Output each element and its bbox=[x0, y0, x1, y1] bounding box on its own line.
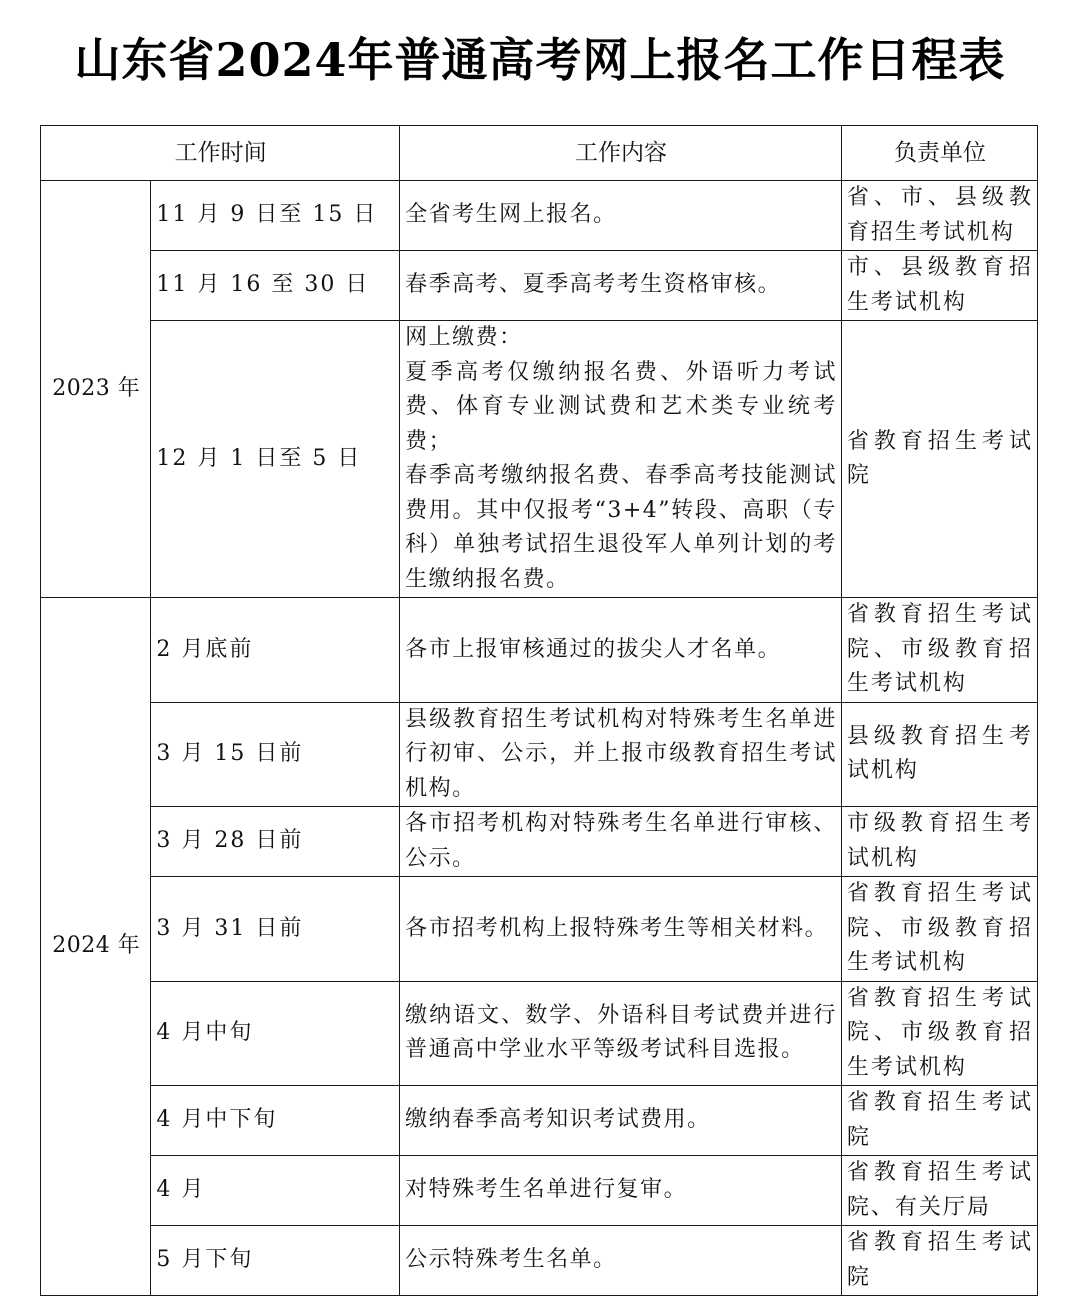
content-paragraph: 各市招考机构上报特殊考生等相关材料。 bbox=[405, 915, 829, 941]
responsible-unit-cell: 省教育招生考试院、市级教育招生考试机构 bbox=[841, 598, 1037, 703]
responsible-unit-cell: 省教育招生考试院、有关厅局 bbox=[841, 1156, 1037, 1226]
date-cell: 12 月 1 日至 5 日 bbox=[151, 321, 400, 598]
date-cell: 2 月底前 bbox=[151, 598, 400, 703]
content-paragraph: 网上缴费： bbox=[405, 325, 523, 350]
responsible-unit-cell: 市级教育招生考试机构 bbox=[841, 807, 1037, 877]
table-row bbox=[41, 1086, 1038, 1156]
table-row bbox=[41, 981, 1038, 1086]
schedule-table bbox=[40, 125, 1038, 1296]
content-cell bbox=[400, 877, 842, 982]
content-paragraph: 春季高考、夏季高考考生资格审核。 bbox=[405, 272, 782, 298]
date-cell: 11 月 9 日至 15 日 bbox=[151, 181, 400, 251]
table-row bbox=[41, 877, 1038, 982]
table-row bbox=[41, 1156, 1038, 1226]
date-cell: 3 月 28 日前 bbox=[151, 807, 400, 877]
content-paragraph: 公示特殊考生名单。 bbox=[405, 1247, 617, 1273]
responsible-unit-cell: 县级教育招生考试机构 bbox=[841, 702, 1037, 807]
responsible-unit-cell: 省教育招生考试院 bbox=[841, 321, 1037, 598]
date-cell: 5 月下旬 bbox=[151, 1226, 400, 1296]
table-row bbox=[41, 807, 1038, 877]
content-cell bbox=[400, 598, 842, 703]
content-paragraph: 对特殊考生名单进行复审。 bbox=[405, 1177, 688, 1203]
table-row bbox=[41, 1226, 1038, 1296]
content-cell bbox=[400, 251, 842, 321]
table-row bbox=[41, 251, 1038, 321]
content-paragraph: 缴纳春季高考知识考试费用。 bbox=[405, 1107, 711, 1133]
date-cell: 4 月 bbox=[151, 1156, 400, 1226]
content-cell bbox=[400, 321, 842, 598]
content-paragraph: 县级教育招生考试机构对特殊考生名单进行初审、公示，并上报市级教育招生考试机构。 bbox=[405, 706, 837, 801]
date-cell: 4 月中下旬 bbox=[151, 1086, 400, 1156]
content-cell bbox=[400, 181, 842, 251]
responsible-unit-cell: 省教育招生考试院、市级教育招生考试机构 bbox=[841, 877, 1037, 982]
year-cell: 2023 年 bbox=[41, 181, 151, 598]
date-cell: 4 月中旬 bbox=[151, 981, 400, 1086]
content-paragraph: 夏季高考仅缴纳报名费、外语听力考试费、体育专业测试费和艺术类专业统考费； bbox=[405, 359, 837, 454]
content-cell bbox=[400, 1086, 842, 1156]
content-cell bbox=[400, 1156, 842, 1226]
year-cell: 2024 年 bbox=[41, 598, 151, 1296]
table-row bbox=[41, 321, 1038, 598]
content-paragraph: 春季高考缴纳报名费、春季高考技能测试费用。其中仅报考“3+4”转段、高职（专科）单独考试招生退役军人单列计划的考生缴纳报名费。 bbox=[405, 463, 837, 592]
content-paragraph: 缴纳语文、数学、外语科目考试费并进行普通高中学业水平等级考试科目选报。 bbox=[405, 1002, 837, 1063]
content-cell bbox=[400, 807, 842, 877]
responsible-unit-cell: 市、县级教育招生考试机构 bbox=[841, 251, 1037, 321]
content-cell bbox=[400, 981, 842, 1086]
responsible-unit-cell: 省教育招生考试院、市级教育招生考试机构 bbox=[841, 981, 1037, 1086]
date-cell: 11 月 16 至 30 日 bbox=[151, 251, 400, 321]
page-title: 山东省2024年普通高考网上报名工作日程表 bbox=[74, 33, 1006, 87]
table-row bbox=[41, 181, 1038, 251]
content-paragraph: 全省考生网上报名。 bbox=[405, 202, 617, 228]
content-paragraph: 各市上报审核通过的拔尖人才名单。 bbox=[405, 636, 782, 662]
responsible-unit-cell: 省教育招生考试院 bbox=[841, 1226, 1037, 1296]
table-row bbox=[41, 598, 1038, 703]
header-work-time: 工作时间 bbox=[41, 126, 400, 181]
date-cell: 3 月 31 日前 bbox=[151, 877, 400, 982]
responsible-unit-cell: 省、市、县级教育招生考试机构 bbox=[841, 181, 1037, 251]
content-cell bbox=[400, 1226, 842, 1296]
header-responsible-unit: 负责单位 bbox=[841, 126, 1037, 181]
header-work-content: 工作内容 bbox=[400, 126, 842, 181]
date-cell: 3 月 15 日前 bbox=[151, 702, 400, 807]
table-header-row bbox=[41, 126, 1038, 181]
responsible-unit-cell: 省教育招生考试院 bbox=[841, 1086, 1037, 1156]
content-paragraph: 各市招考机构对特殊考生名单进行审核、公示。 bbox=[405, 811, 837, 871]
table-row bbox=[41, 702, 1038, 807]
content-cell bbox=[400, 702, 842, 807]
